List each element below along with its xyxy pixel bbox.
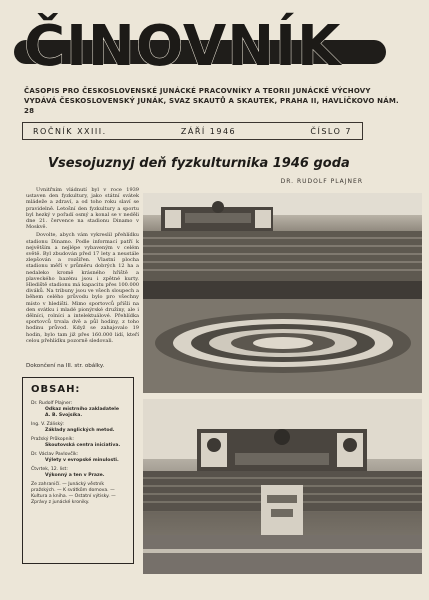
masthead-subtitle: ČASOPIS PRO ČESKOSLOVENSKÉ JUNÁCKÉ PRACOVNÍKY A TEORII JUNÁCKÉ VÝCHOVY VYDÁVÁ ČESKOSLOVENSKÝ JUNÁK, SVAZ SKAUTŮ A SKAUTEK, PRAHA II, HAVLÍČKOVO NÁM. 28 (24, 87, 399, 115)
toc-author: Dr. Rudolf Plajner: (31, 401, 73, 406)
toc-author: Ing. V. Záliský: (31, 422, 64, 427)
toc-title: Skoutovská centra iniciativa. (45, 443, 121, 448)
toc-entry (31, 422, 125, 434)
toc-entry (31, 401, 125, 419)
toc-entry (31, 437, 125, 449)
toc-entry (31, 452, 125, 464)
toc-title: Výlety v evropské minulosti. (45, 458, 119, 463)
toc-entry (31, 467, 125, 479)
toc-title: Základy anglických metod. (45, 428, 115, 433)
toc-title: Výkonný a ten v Praze. (45, 473, 105, 478)
article-paragraph: Dovolte, abych vám vykreslil přehlídku stadionu Dinamo. Podle informací patří k největším a nejlépe vybaveným v celém světě. Byl zbudován před 17 lety a neustále zlepšován a rozšířen. Vlastní plocha stadionu měří v průměru dobrých 12 ha a nedaleko kromě krásného hřiště a plaveckého bazénu jsou i zpětné kurty. Hlediště stadionu má kapacitu přes 100.000 diváků. Na tribuny jsou ve všech sloupech a během celého průvodu bylo pro všechny místo v hledišti. Mimo sportovců přišli na den svátku i mladé pionýrské družiny, ale i dělníci, rolníci a intelektuálové. Přehlídka sportovců trvala dvě a půl hodiny, z toho hodinu průvod. Když se zahajovalo 19 hodin, bylo tam již přes 160.000 lidí, kteří celou přehlídku pozorně sledovali. (26, 232, 139, 344)
article-byline: DR. RUDOLF PLAJNER (280, 178, 363, 185)
article-paragraph: Uvnitřním vládnutí byl v roce 1939 ustaven den fyzkultury, jako státní svátek mládeže a zdraví, a od toho roku slaví se pravidelně. Letošní den fyzkultury a sportu byl hezký v pořadí osmý a konal se v neděli dne 21. července na stadionu Dinamo v Moskvě. (26, 187, 139, 231)
stadium-photo-top-art (143, 193, 422, 393)
magazine-title: ČINOVNÍK (24, 14, 342, 79)
article-headline: Vsesojuznyj deň fyzkulturnika 1946 goda (48, 156, 350, 171)
issue-number: ČÍSLO 7 (310, 126, 352, 136)
stadium-photo-bottom-art (143, 399, 422, 574)
article-body (26, 187, 139, 346)
toc-title: Odkaz mistrního zakladatele A. B. Svojsíka. (45, 407, 119, 418)
stadium-photo-top (143, 193, 422, 393)
toc-author: Pražský Průkopník: (31, 437, 74, 442)
toc-author: Čtvrtek, 12. list: (31, 467, 68, 472)
toc-misc: Ze zahraničí. — Junácký věstník pražských. — K svátkům domova. — Kultura a kniha. — Ostatní výtisky. — Zprávy z junácké kroniky. (31, 482, 116, 505)
issue-volume: ROČNÍK XXIII. (33, 126, 107, 136)
toc-author: Dr. Václav Pavlovčík: (31, 452, 79, 457)
stadium-photo-bottom (143, 399, 422, 574)
table-of-contents (22, 377, 134, 564)
issue-info-bar (22, 122, 363, 140)
toc-heading: OBSAH: (31, 384, 81, 395)
issue-date: ZÁŘÍ 1946 (180, 126, 237, 136)
masthead (14, 14, 414, 80)
continued-note: Dokončení na III. str. obálky. (26, 363, 105, 369)
